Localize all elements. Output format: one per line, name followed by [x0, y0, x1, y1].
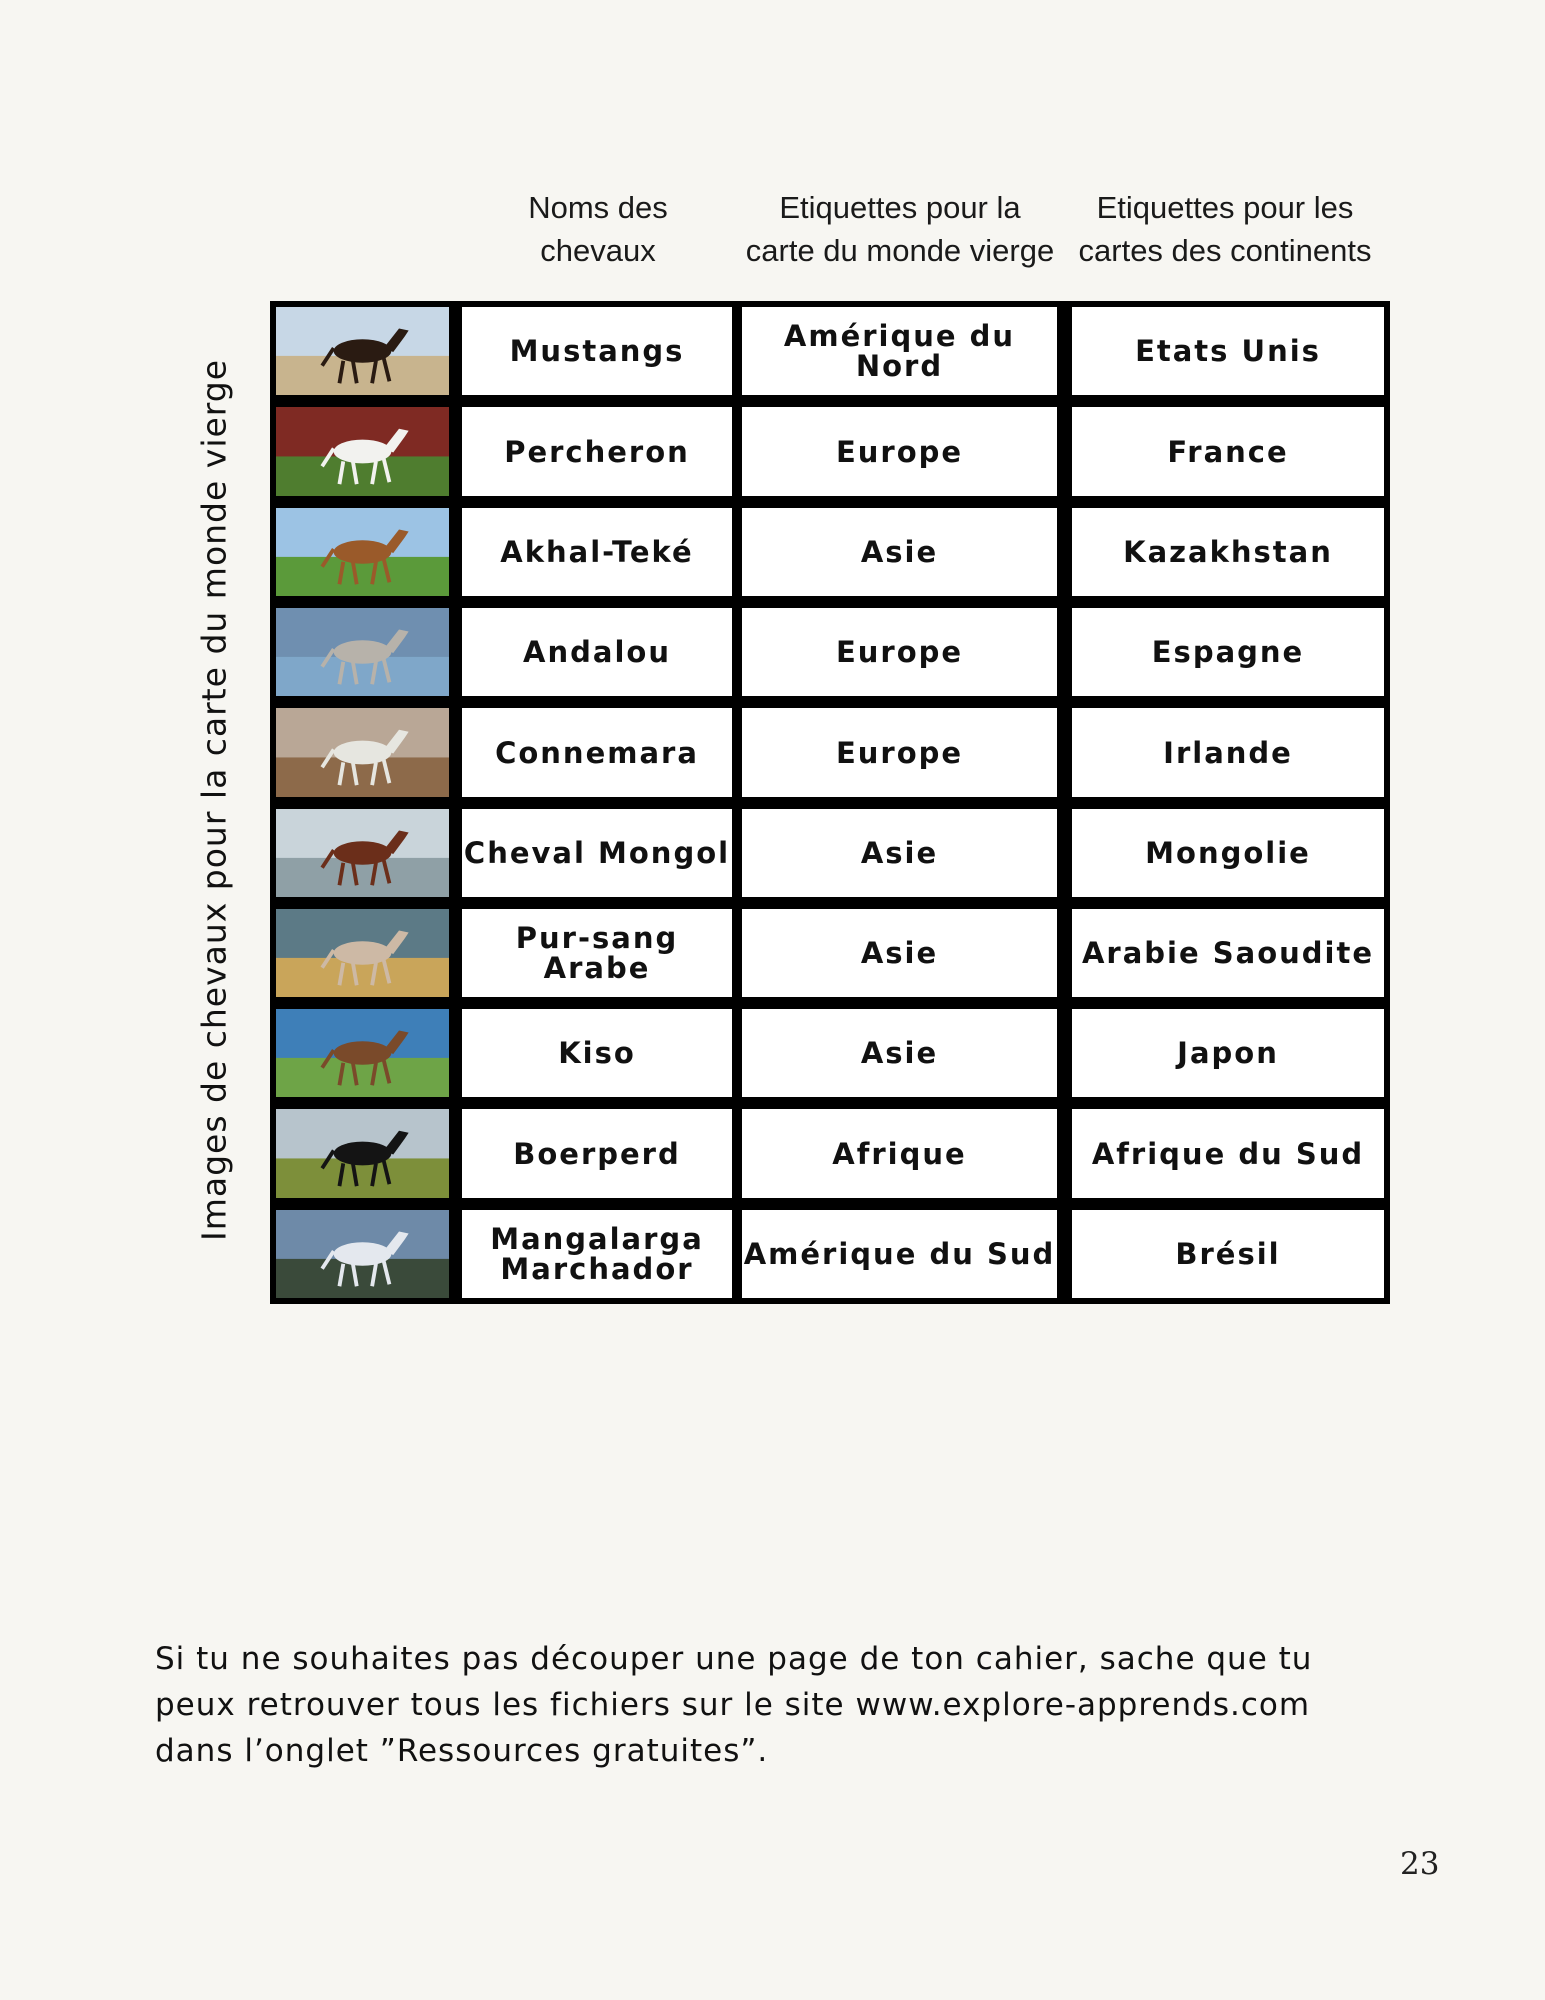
horse-name-cell: Kiso — [456, 1003, 738, 1103]
horse-name-cell: Mustangs — [456, 301, 738, 401]
continent-label-cell: Mongolie — [1066, 803, 1390, 903]
horse-photo — [270, 903, 455, 1003]
world-label-cell: Europe — [736, 602, 1063, 702]
horse-name-cell: Akhal-Teké — [456, 502, 738, 602]
world-label-cell: Asie — [736, 903, 1063, 1003]
header-world-map-labels: Etiquettes pour la carte du monde vierge — [745, 190, 1055, 268]
header-horse-names: Noms des chevaux — [528, 190, 668, 268]
horse-name-cell: Pur-sang Arabe — [456, 903, 738, 1003]
horse-name-cell: Connemara — [456, 702, 738, 803]
world-label-cell: Amérique du Nord — [736, 301, 1063, 401]
world-label-cell: Amérique du Sud — [736, 1204, 1063, 1304]
continent-label-cell: Kazakhstan — [1066, 502, 1390, 602]
world-label-cell: Europe — [736, 401, 1063, 502]
continent-label-cell: Brésil — [1066, 1204, 1390, 1304]
horse-name-cell: Mangalarga Marchador — [456, 1204, 738, 1304]
side-label-horse-images: Images de chevaux pour la carte du monde vierge — [194, 358, 234, 1242]
horse-name-cell: Boerperd — [456, 1103, 738, 1204]
world-label-cell: Afrique — [736, 1103, 1063, 1204]
world-label-cell: Asie — [736, 803, 1063, 903]
download-note: Si tu ne souhaites pas découper une page de ton cahier, sache que tu peux retrouver tous les fichiers sur le site www.explore-apprends.com dans l’onglet ”Ressources gratuites”. — [155, 1641, 1313, 1769]
header-continent-map-labels: Etiquettes pour les cartes des continents — [1078, 190, 1372, 268]
horse-photo — [270, 702, 455, 803]
continent-label-cell: Espagne — [1066, 602, 1390, 702]
horse-photo — [270, 1204, 455, 1304]
horse-name-cell: Cheval Mongol — [456, 803, 738, 903]
page-number: 23 — [1400, 1846, 1440, 1882]
horse-photo — [270, 502, 455, 602]
horse-photo — [270, 803, 455, 903]
continent-label-cell: Arabie Saoudite — [1066, 903, 1390, 1003]
continent-label-cell: Japon — [1066, 1003, 1390, 1103]
horse-photo — [270, 602, 455, 702]
continent-label-cell: Afrique du Sud — [1066, 1103, 1390, 1204]
horse-name-cell: Andalou — [456, 602, 738, 702]
continent-label-cell: Etats Unis — [1066, 301, 1390, 401]
continent-label-cell: Irlande — [1066, 702, 1390, 803]
horse-photo — [270, 1003, 455, 1103]
horse-photo — [270, 301, 455, 401]
horse-labels-table — [270, 301, 1390, 1304]
world-label-cell: Europe — [736, 702, 1063, 803]
world-label-cell: Asie — [736, 502, 1063, 602]
horse-photo — [270, 401, 455, 502]
horse-name-cell: Percheron — [456, 401, 738, 502]
horse-photo — [270, 1103, 455, 1204]
continent-label-cell: France — [1066, 401, 1390, 502]
world-label-cell: Asie — [736, 1003, 1063, 1103]
